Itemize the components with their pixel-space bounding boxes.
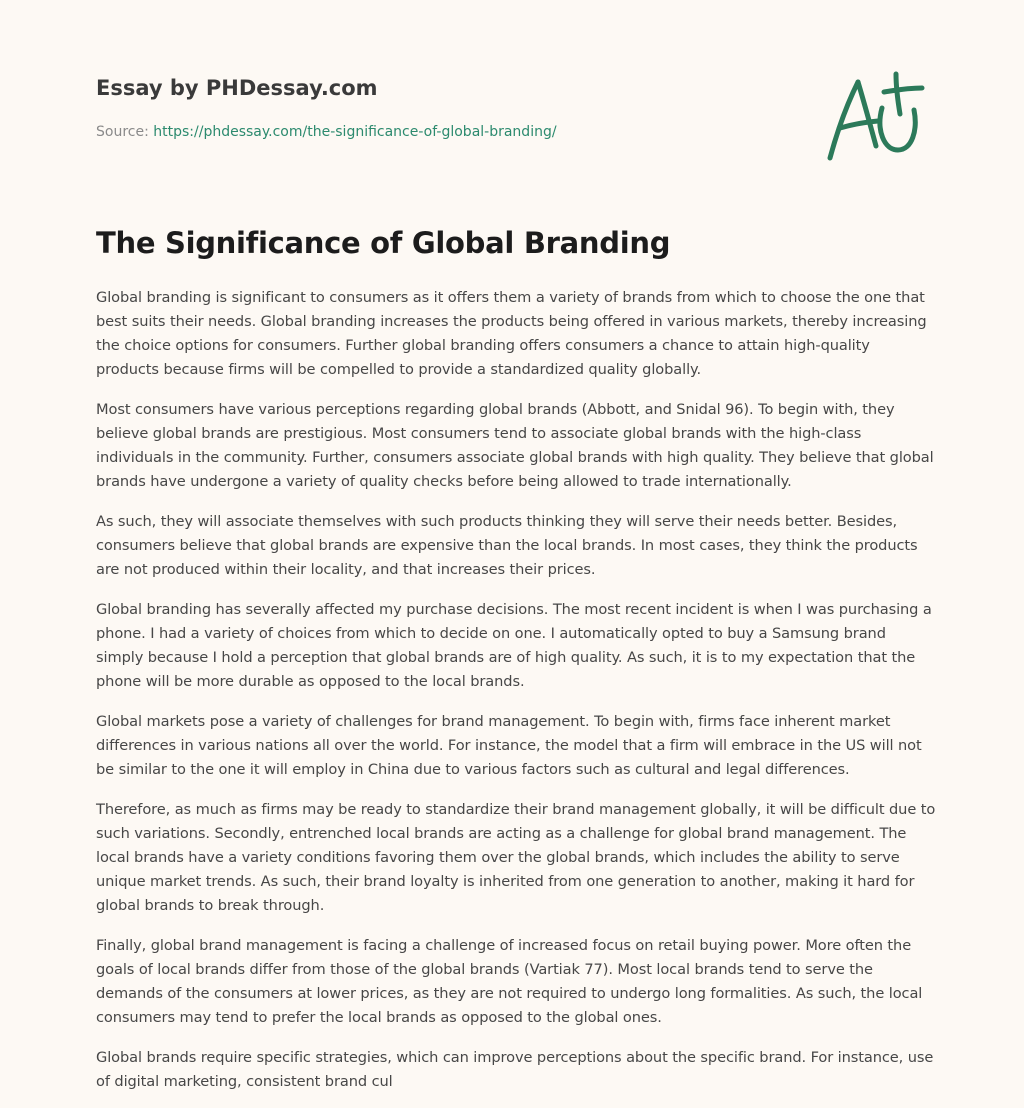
essay-paragraph: As such, they will associate themselves with such products thinking they will serve their needs better. Besides, consumers believe that global brands are expensive than the local brands. In most cases, they think the products are not produced within their locality, and that increases their prices. xyxy=(96,513,918,578)
essay-paragraph: Global branding has severally affected my purchase decisions. The most recent incident is when I was purchasing a phone. I had a variety of choices from which to decide on one. I automatically opted to buy a Samsung brand simply because I hold a perception that global brands are of high quality. As such, it is to my expectation that the phone will be more durable as opposed to the local brands. xyxy=(96,601,932,690)
essay-paragraph: Most consumers have various perceptions regarding global brands (Abbott, and Snidal 96). To begin with, they believe global brands are prestigious. Most consumers tend to associate global brands with the high-class individuals in the community. Further, consumers associate global brands with high quality. They believe that global brands have undergone a variety of quality checks before being allowed to trade internationally. xyxy=(96,401,934,490)
essay-paragraph: Therefore, as much as firms may be ready to standardize their brand management globally, it will be difficult due to such variations. Secondly, entrenched local brands are acting as a challenge for global brand management. The local brands have a variety conditions favoring them over the global brands, which includes the ability to serve unique market trends. As such, their brand loyalty is inherited from one generation to another, making it hard for global brands to break through. xyxy=(96,801,936,914)
essay-paragraph: Finally, global brand management is facing a challenge of increased focus on retail buying power. More often the goals of local brands differ from those of the global brands (Vartiak 77). Most local brands tend to serve the demands of the consumers at lower prices, as they are not required to undergo long formalities. As such, the local consumers may tend to prefer the local brands as opposed to the global ones. xyxy=(96,937,923,1026)
essay-paragraph: Global branding is significant to consumers as it offers them a variety of brands from which to choose the one that best suits their needs. Global branding increases the products being offered in various markets, thereby increasing the choice options for consumers. Further global branding offers consumers a chance to attain high-quality products because firms will be compelled to provide a standardized quality globally. xyxy=(96,289,927,378)
a-plus-logo-icon xyxy=(818,66,930,166)
source-link[interactable]: https://phdessay.com/the-significance-of-global-branding/ xyxy=(153,124,557,140)
site-title: Essay by PHDessay.com xyxy=(96,76,378,100)
essay-paragraph: Global markets pose a variety of challenges for brand management. To begin with, firms face inherent market differences in various nations all over the world. For instance, the model that a firm will embrace in the US will not be similar to the one it will employ in China due to various factors such as cultural and legal differences. xyxy=(96,713,922,778)
source-line xyxy=(96,124,557,140)
essay-paragraph: Global brands require specific strategies, which can improve perceptions about the specific brand. For instance, use of digital marketing, consistent brand cul xyxy=(96,1049,934,1090)
source-label: Source: xyxy=(96,124,149,140)
essay-title: The Significance of Global Branding xyxy=(96,226,671,260)
essay-body xyxy=(96,286,936,1108)
